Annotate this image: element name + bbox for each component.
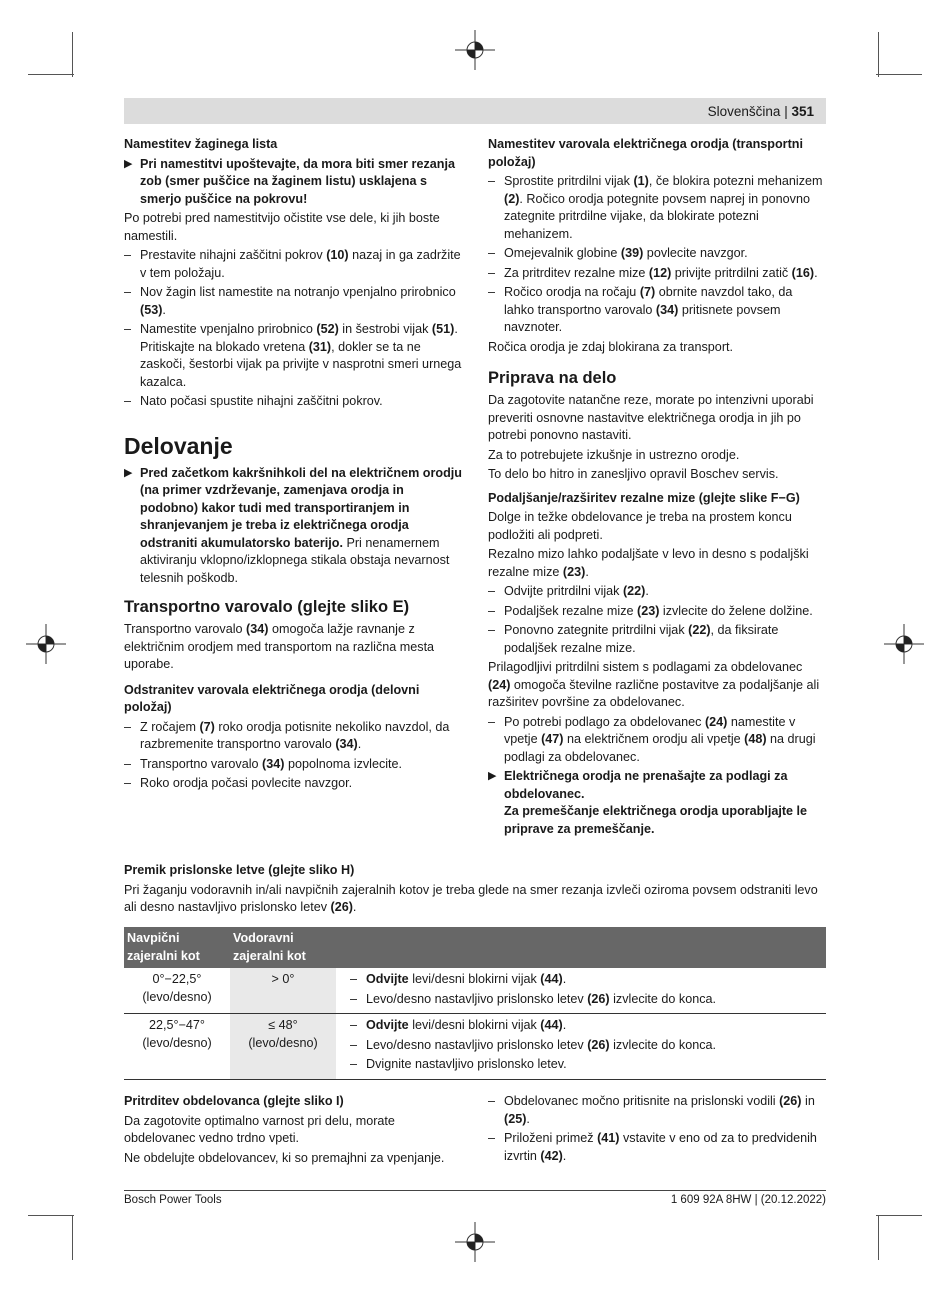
list-item: – Z ročajem (7) roko orodja potisnite nekoliko navzdol, da razbremenite transportno varovalo (34).	[124, 719, 450, 751]
list-item: – Prestavite nihajni zaščitni pokrov (10) nazaj in ga zadržite v tem položaju.	[124, 248, 461, 280]
paragraph: Prilagodljivi pritrdilni sistem s podlagami za obdelovanec (24) omogoča številne različne postavitve za podaljšanje ali razširitev površine za obdelovanec.	[488, 660, 820, 709]
page-header	[708, 103, 814, 121]
section-heading: Namestitev varovala električnega orodja (transportni položaj)	[488, 137, 803, 169]
list-item: – Transportno varovalo (34) popolnoma izvlecite.	[124, 756, 464, 774]
paragraph: Transportno varovalo (34) omogoča lažje ravnanje z električnim orodjem med transportom na različna mesta uporabe.	[124, 622, 435, 671]
table-cell: 22,5°−47° (levo/desno)	[124, 1014, 230, 1080]
list-item: – Po potrebi podlago za obdelovanec (24) namestite v vpetje (47) na električnem orodju ali vpetje (48) na drugi podlagi za obdelovanec.	[488, 714, 816, 764]
list-item: – Odvijte levi/desni blokirni vijak (44).	[350, 1017, 823, 1035]
crop-mark	[28, 74, 74, 75]
bullet-dash: –	[488, 265, 496, 280]
step-list	[488, 173, 826, 337]
step-list	[488, 1093, 826, 1165]
list-item: – Odvijte pritrdilni vijak (22).	[488, 583, 826, 601]
step-list	[488, 583, 826, 657]
bullet-dash: –	[488, 584, 496, 598]
section-heading: Premik prislonske letve (glejte sliko H)	[124, 863, 355, 877]
miter-angle-table	[124, 927, 826, 1080]
left-column	[124, 136, 464, 795]
footer-doc-id: 1 609 92A 8HW | (20.12.2022)	[670, 1194, 826, 1206]
full-width-section	[124, 862, 826, 919]
list-item: – Priloženi primež (41) vstavite v eno od za to predvidenih izvrtin (42).	[488, 1131, 817, 1163]
crop-mark	[876, 74, 922, 75]
bullet-dash: –	[124, 756, 132, 771]
paragraph: Po potrebi pred namestitvijo očistite vse dele, ki jih boste namestili.	[124, 211, 440, 243]
list-item: – Ponovno zategnite pritrdilni vijak (22), da fiksirate podaljšek rezalne mize.	[488, 623, 779, 655]
bullet-dash: –	[124, 322, 132, 336]
bullet-dash: –	[124, 394, 132, 408]
bullet-dash: –	[124, 285, 132, 299]
paragraph: Ročica orodja je zdaj blokirana za transport.	[488, 339, 734, 354]
bullet-dash: –	[488, 714, 496, 729]
list-item: – Levo/desno nastavljivo prislonsko letev (26) izvlecite do konca.	[350, 1037, 823, 1055]
bullet-dash: –	[488, 285, 496, 299]
table-header-horizontal: Vodoravni zajeralni kot	[230, 927, 336, 968]
paragraph: Da zagotovite natančne reze, morate po intenzivni uporabi preveriti osnovne nastavitve električnega orodja in jih po potrebi ponovno nastaviti.	[488, 393, 814, 442]
list-item: – Ročico orodja na ročaju (7) obrnite navzdol tako, da lahko transportno varovalo (34) pritisnete povsem navznoter.	[488, 285, 793, 334]
section-heading: Priprava na delo	[488, 369, 617, 387]
paragraph: Dolge in težke obdelovance je treba na prostem koncu podložiti ali podpreti.	[488, 510, 792, 542]
footer-brand: Bosch Power Tools	[124, 1194, 222, 1206]
section-heading: Namestitev žaginega lista	[124, 137, 278, 151]
bottom-right-column	[488, 1093, 826, 1167]
page-number: 351	[791, 104, 814, 119]
chapter-title: Delovanje	[124, 432, 233, 459]
warning-arrow-icon: ▶	[488, 770, 497, 782]
table-header-vertical: Navpični zajeralni kot	[124, 927, 230, 968]
bullet-dash: –	[488, 174, 496, 188]
bullet-dash: –	[488, 1094, 496, 1108]
bullet-dash: –	[350, 991, 358, 1006]
bullet-dash: –	[350, 1018, 358, 1032]
header-language: Slovenščina	[707, 104, 781, 119]
bullet-dash: –	[488, 603, 496, 618]
bullet-dash: –	[488, 1131, 496, 1145]
table-cell	[336, 1014, 826, 1080]
list-item: – Obdelovanec močno pritisnite na prislonski vodili (26) in (25).	[488, 1094, 815, 1126]
bullet-dash: –	[124, 719, 132, 734]
warning-note: ▶ Pred začetkom kakršnihkoli del na električnem orodju (na primer vzdrževanje, zamenjava orodja in podobno) kakor tudi med transportiranjem in shranjevanjem je treba iz električnega orodja odstraniti akumulatorsko baterijo. Pri nenamernem aktiviranju vklopno/izklopnega stikala obstaja nevarnost telesnih poškodb.	[124, 465, 462, 585]
section-heading: Odstranitev varovala električnega orodja (delovni položaj)	[124, 682, 420, 714]
bullet-dash: –	[488, 623, 496, 637]
bullet-dash: –	[124, 776, 132, 790]
warning-note: ▶ Električnega orodja ne prenašajte za podlagi za obdelovanec. Za premeščanje električnega orodja uporabljajte le priprave za premeščanje.	[488, 769, 808, 836]
paragraph: Pri žaganju vodoravnih in/ali navpičnih zajeralnih kotov je treba glede na smer rezanja izvleči oziroma povsem odstraniti levo ali desno nastavljivo prislonsko letev (26).	[124, 882, 818, 914]
registration-mark-icon	[884, 624, 924, 664]
paragraph: Da zagotovite optimalno varnost pri delu, morate obdelovanec vedno trdno vpeti.	[124, 1113, 395, 1145]
paragraph: Ne obdelujte obdelovancev, ki so premajhni za vpenjanje.	[124, 1150, 445, 1165]
bullet-dash: –	[350, 1037, 358, 1052]
table-cell	[336, 968, 826, 1014]
table-row	[124, 968, 826, 1014]
list-item: – Namestite vpenjalno prirobnico (52) in šestrobi vijak (51). Pritiskajte na blokado vretena (31), dokler se ta ne zaskoči, šestorbi vijak pa privijte v nasprotni smeri urnega kazalca.	[124, 322, 462, 389]
list-item: – Sprostite pritrdilni vijak (1), če blokira potezni mehanizem (2). Ročico orodja potegnite povsem naprej in ponovno zategnite pritrdilne vijake, da blokirate potezni mehanizem.	[488, 174, 823, 241]
crop-mark	[876, 1215, 922, 1216]
warning-arrow-icon: ▶	[124, 466, 133, 479]
step-list	[124, 719, 464, 793]
list-item: – Nato počasi spustite nihajni zaščitni pokrov.	[124, 393, 464, 411]
right-column	[488, 136, 826, 840]
paragraph: Rezalno mizo lahko podaljšate v levo in desno s podaljški rezalne mize (23).	[488, 547, 809, 579]
step-list	[124, 247, 464, 411]
crop-mark	[878, 32, 879, 77]
bottom-left-column	[124, 1093, 464, 1169]
paragraph: Za to potrebujete izkušnje in ustrezno orodje.	[488, 447, 740, 462]
crop-mark	[72, 32, 73, 77]
bullet-dash: –	[350, 1057, 358, 1071]
list-item: – Nov žagin list namestite na notranjo vpenjalno prirobnico (53).	[124, 285, 456, 317]
list-item: – Dvignite nastavljivo prislonsko letev.	[350, 1056, 823, 1074]
step-list	[488, 714, 826, 767]
section-heading: Pritrditev obdelovanca (glejte sliko I)	[124, 1094, 344, 1108]
bullet-dash: –	[124, 248, 132, 262]
list-item: – Roko orodja počasi povlecite navzgor.	[124, 775, 464, 793]
bullet-dash: –	[488, 246, 496, 260]
warning-arrow-icon: ▶	[124, 157, 133, 170]
warning-note: ▶ Pri namestitvi upoštevajte, da mora biti smer rezanja zob (smer puščice na žaginem listu) usklajena s smerjo puščice na pokrovu!	[124, 156, 455, 206]
crop-mark	[878, 1215, 879, 1260]
section-heading: Podaljšanje/razširitev rezalne mize (glejte slike F−G)	[488, 490, 800, 505]
footer-rule	[124, 1190, 826, 1191]
table-header-empty	[336, 927, 826, 968]
section-heading: Transportno varovalo (glejte sliko E)	[124, 598, 410, 616]
crop-mark	[28, 1215, 74, 1216]
header-separator: |	[784, 104, 788, 119]
list-item: – Podaljšek rezalne mize (23) izvlecite do želene dolžine.	[488, 603, 826, 621]
list-item: – Za pritrditev rezalne mize (12) privijte pritrdilni zatič (16).	[488, 265, 826, 283]
paragraph: To delo bo hitro in zanesljivo opravil Boschev servis.	[488, 467, 779, 481]
bullet-dash: –	[350, 972, 358, 986]
registration-mark-icon	[455, 1222, 495, 1262]
list-item: – Levo/desno nastavljivo prislonsko letev (26) izvlecite do konca.	[350, 991, 823, 1009]
list-item: – Odvijte levi/desni blokirni vijak (44).	[350, 971, 823, 989]
table-cell: > 0°	[230, 968, 336, 1014]
registration-mark-icon	[26, 624, 66, 664]
crop-mark	[72, 1215, 73, 1260]
table-row	[124, 1014, 826, 1080]
registration-mark-icon	[455, 30, 495, 70]
table-header-row	[124, 927, 826, 968]
list-item: – Omejevalnik globine (39) povlecite navzgor.	[488, 245, 826, 263]
table-cell: ≤ 48° (levo/desno)	[230, 1014, 336, 1080]
table-cell: 0°−22,5° (levo/desno)	[124, 968, 230, 1014]
